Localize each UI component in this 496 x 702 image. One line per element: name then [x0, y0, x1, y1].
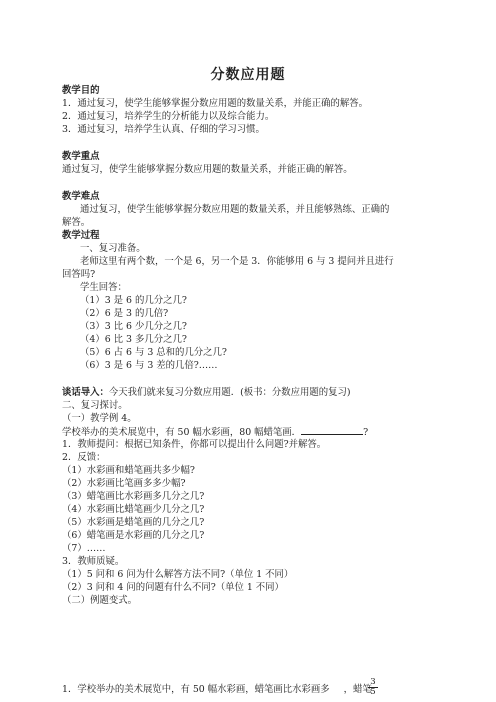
example-problem-text: 学校举办的美术展览中，有 50 幅水彩画，80 幅蜡笔画． [62, 427, 302, 438]
focus-text: 通过复习，使学生能够掌握分数应用题的数量关系，并能正确的解答。 [62, 164, 353, 175]
goals-heading: 教学目的 [62, 85, 100, 96]
variant-problem-end: ，蜡笔 [343, 684, 372, 695]
student-answer-label: 学生回答： [80, 282, 127, 293]
answer-blank [301, 425, 363, 435]
goals-item: 1．通过复习，使学生能够掌握分数应用题的数量关系，并能正确的解答。 [62, 98, 368, 109]
difficulty-text: 通过复习，使学生能够掌握分数应用题的数量关系，并且能够熟练、正确的 [80, 204, 390, 215]
feedback-item: （3）蜡笔画比水彩画多几分之几? [62, 491, 205, 502]
doubt-item: （2）3 问和 4 问的问题有什么不同?（单位 1 不同） [62, 582, 284, 593]
teacher-prompt: 1．教师提问：根据已知条件，你都可以提出什么问题?并解答。 [62, 439, 327, 450]
teacher-question-cont: 回答吗? [62, 269, 96, 280]
variant-title: （二）例题变式。 [62, 595, 138, 606]
feedback-label: 2．反馈： [62, 452, 106, 463]
answer-item: （3）3 比 6 少几分之几? [80, 321, 187, 332]
teacher-question: 老师这里有两个数，一个是 6，另一个是 3．你能够用 6 与 3 提问并且进行 [80, 256, 394, 267]
goals-item: 2．通过复习，培养学生的分析能力以及综合能力。 [62, 111, 275, 122]
difficulty-heading: 教学难点 [62, 191, 100, 202]
feedback-item: （7）…… [62, 543, 106, 554]
example-problem [62, 425, 436, 439]
answer-item: （5）6 占 6 与 3 总和的几分之几? [80, 347, 227, 358]
feedback-item: （1）水彩画和蜡笔画共多少幅? [62, 465, 195, 476]
fraction-numerator: 3 [368, 678, 378, 688]
fraction-denominator: 5 [370, 687, 376, 697]
variant-problem [62, 683, 436, 696]
doubt-item: （1）5 问和 6 问为什么解答方法不同?（单位 1 不同） [62, 569, 294, 580]
intro-text: 今天我们就来复习分数应用题．(板书：分数应用题的复习) [108, 387, 351, 398]
answer-item: （6）3 是 6 与 3 差的几倍?…… [80, 360, 218, 371]
feedback-item: （6）蜡笔画是水彩画的几分之几? [62, 530, 205, 541]
page-title: 分数应用题 [210, 67, 286, 83]
section2-title: 二、复习探讨。 [62, 400, 128, 411]
teacher-doubt-label: 3．教师质疑。 [62, 556, 125, 567]
answer-item: （2）6 是 3 的几倍? [80, 308, 169, 319]
feedback-item: （4）水彩画比蜡笔画少几分之几? [62, 504, 205, 515]
focus-heading: 教学重点 [62, 151, 100, 162]
goals-item: 3．通过复习，培养学生认真、仔细的学习习惯。 [62, 124, 265, 135]
review-title: 一、复习准备。 [80, 243, 146, 254]
answer-item: （4）6 比 3 多几分之几? [80, 334, 187, 345]
example-title: （一）教学例 4。 [62, 413, 137, 424]
example-problem-end: ? [363, 427, 369, 438]
process-heading: 教学过程 [62, 230, 100, 241]
difficulty-text-cont: 解答。 [62, 217, 91, 228]
answer-item: （1）3 是 6 的几分之几? [80, 295, 187, 306]
intro-label: 谈话导入： [62, 387, 109, 398]
feedback-item: （5）水彩画是蜡笔画的几分之几? [62, 517, 205, 528]
variant-problem-text: 1．学校举办的美术展览中，有 50 幅水彩画，蜡笔画比水彩画多 [62, 684, 330, 695]
feedback-item: （2）水彩画比笔画多多少幅? [62, 478, 186, 489]
intro-line [62, 386, 436, 399]
